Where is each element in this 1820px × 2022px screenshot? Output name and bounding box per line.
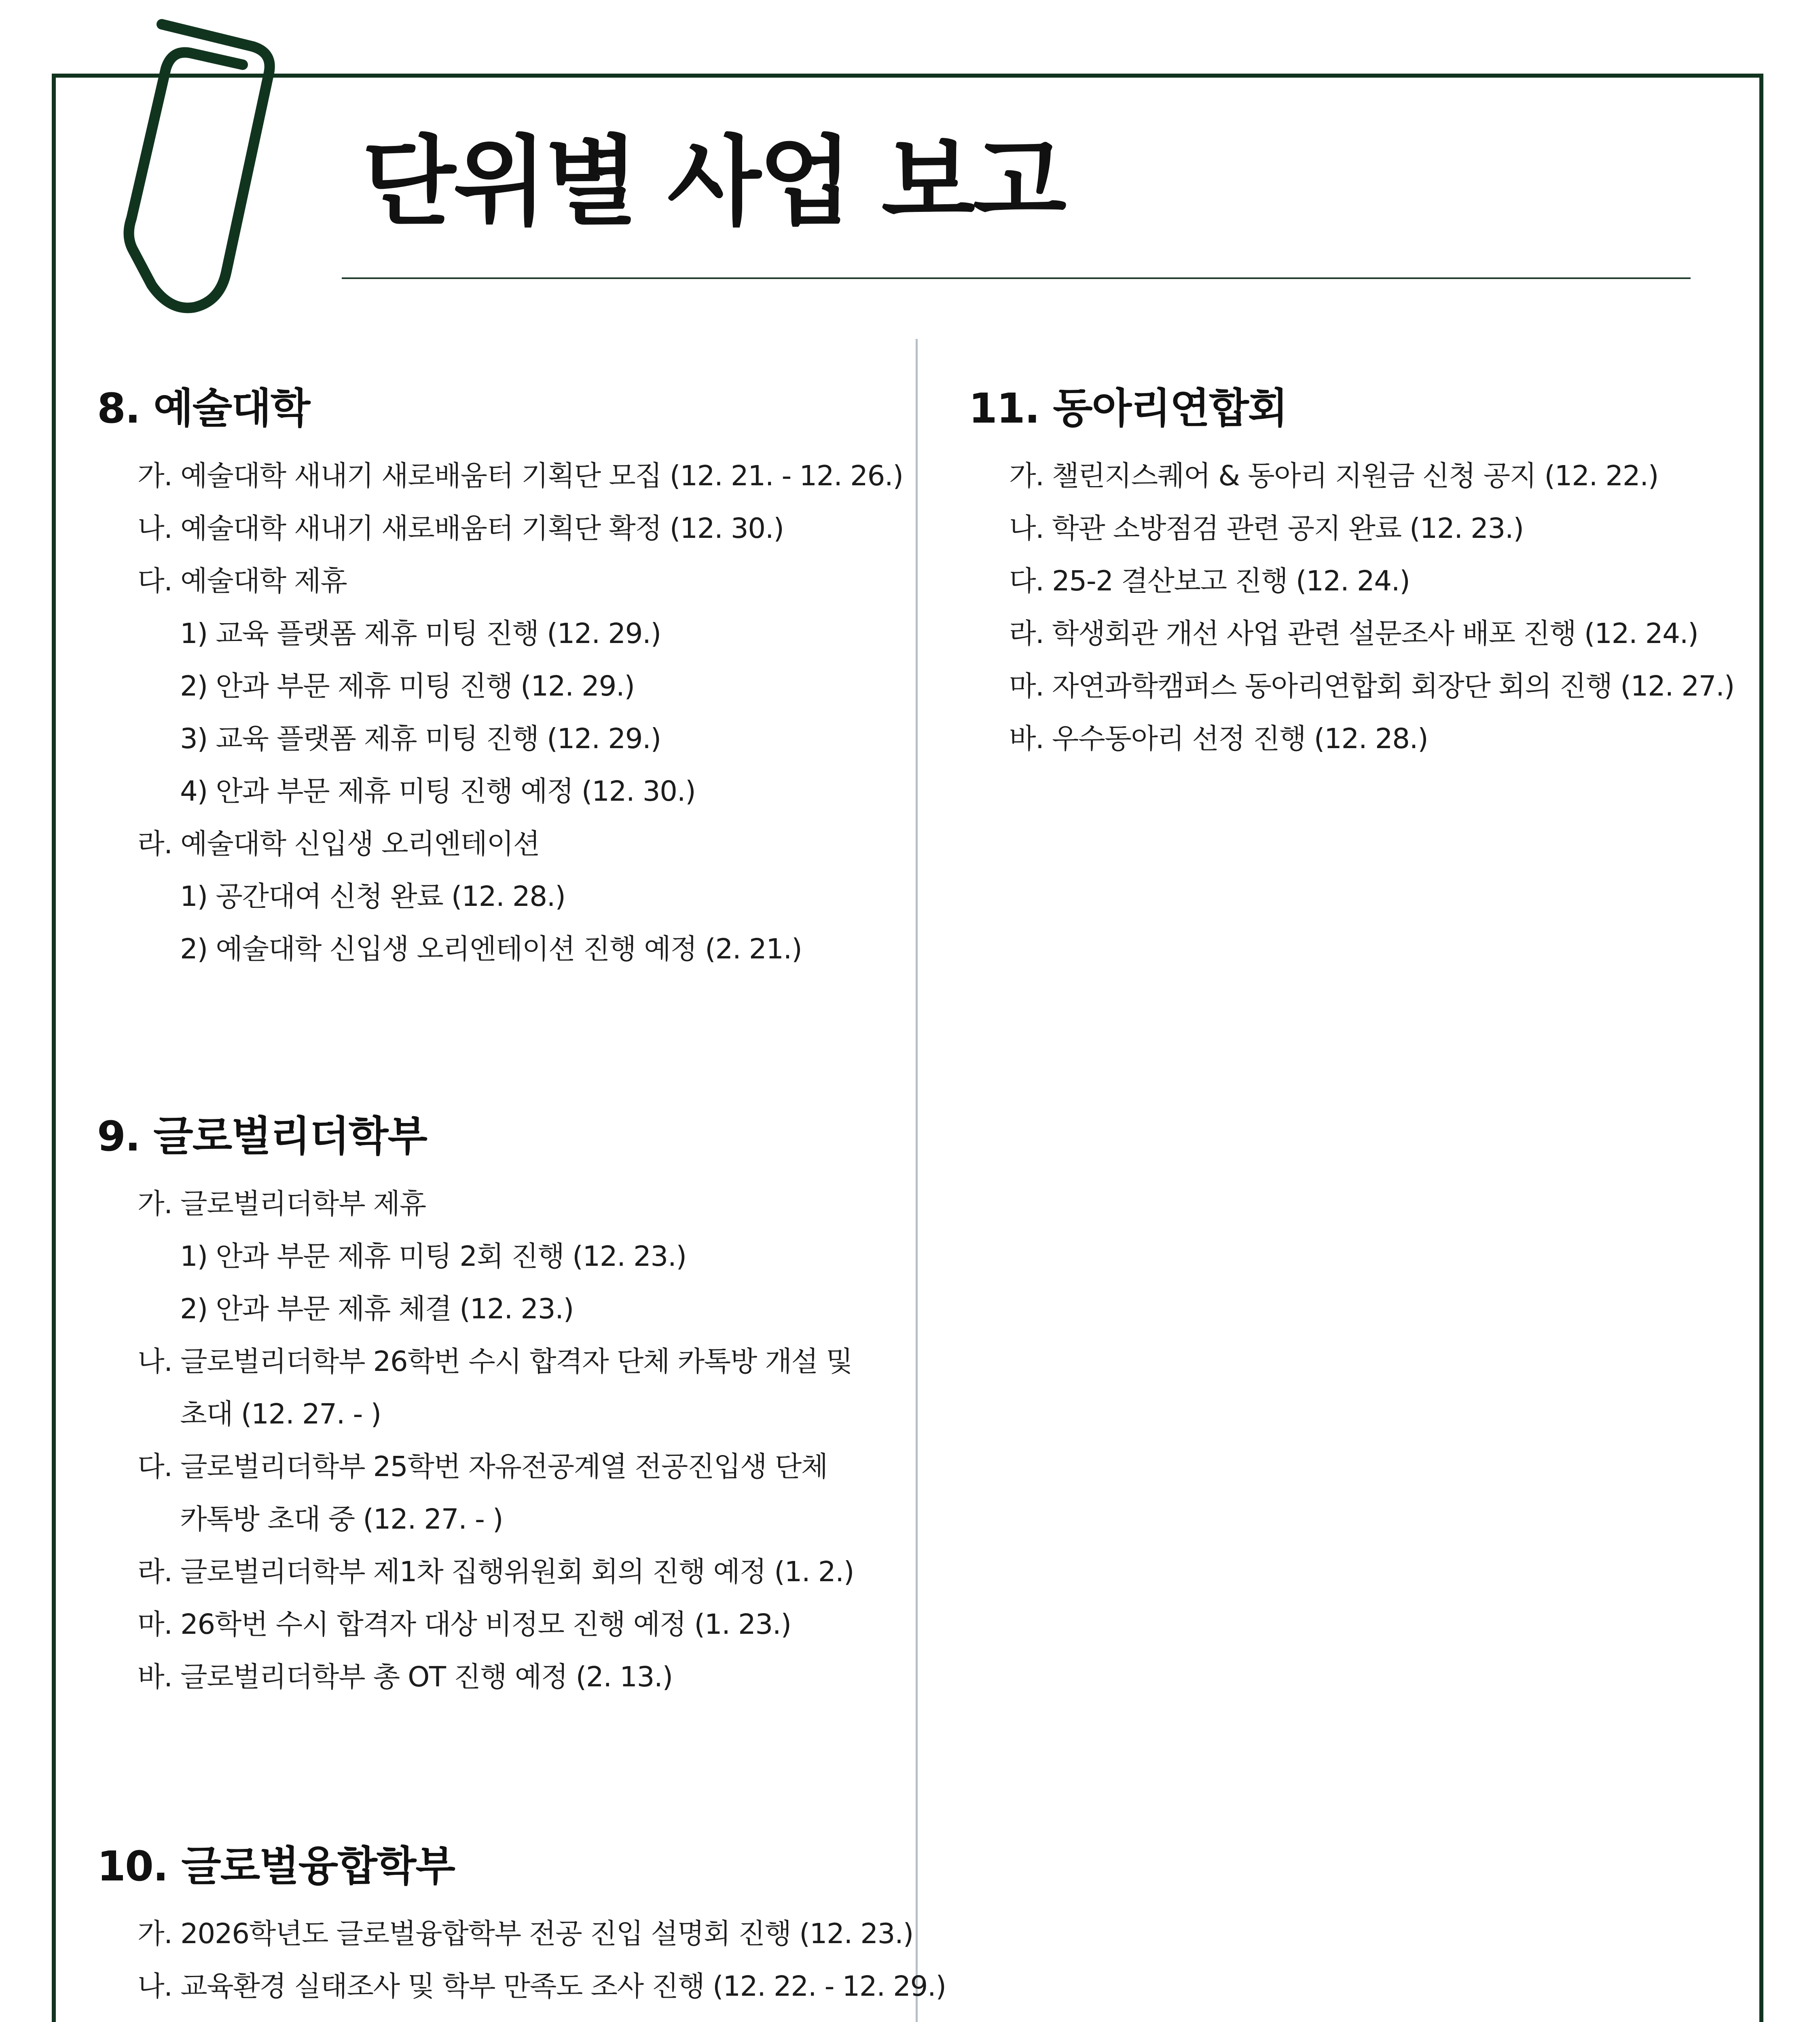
list-subitem: 2) 안과 부문 제휴 체결 (12. 23.) [180,1293,574,1325]
list-item: 다. 예술대학 제휴 [138,565,347,597]
list-item-continuation: 카톡방 초대 중 (12. 27. - ) [180,1503,503,1536]
list-item: 라. 학생회관 개선 사업 관련 설문조사 배포 진행 (12. 24.) [1009,618,1698,650]
list-item: 바. 글로벌리더학부 총 OT 진행 예정 (2. 13.) [138,1661,673,1693]
section-global-convergence [97,1842,946,2022]
column-divider [916,339,918,2022]
section-heading: 8. 예술대학 [97,385,310,433]
section-heading: 9. 글로벌리더학부 [97,1113,427,1161]
section-art-college [97,385,903,975]
list-subitem: 1) 공간대여 신청 완료 (12. 28.) [180,880,565,913]
section-global-leader [97,1113,854,1703]
list-item: 가. 2026학년도 글로벌융합학부 전공 진입 설명회 진행 (12. 23.) [138,1918,913,1950]
list-item: 나. 학관 소방점검 관련 공지 완료 (12. 23.) [1009,512,1524,545]
list-item: 나. 글로벌리더학부 26학번 수시 합격자 단체 카톡방 개설 및 [138,1345,853,1378]
list-item: 나. 교육환경 실태조사 및 학부 만족도 조사 진행 (12. 22. - 12. 29.) [138,1970,946,2003]
section-club-union [969,385,1735,765]
list-item: 가. 글로벌리더학부 제휴 [138,1188,426,1220]
section-heading: 11. 동아리연합회 [969,385,1287,433]
item-list [97,450,903,975]
list-subitem: 1) 교육 플랫폼 제휴 미팅 진행 (12. 29.) [180,618,661,650]
list-item: 가. 예술대학 새내기 새로배움터 기획단 모집 (12. 21. - 12. 26.) [138,460,903,492]
list-item: 다. 글로벌리더학부 25학번 자유전공계열 전공진입생 단체 [138,1451,827,1483]
list-subitem: 1) 안과 부문 제휴 미팅 2회 진행 (12. 23.) [180,1240,686,1273]
item-list [97,1908,946,2022]
list-item: 라. 예술대학 신입생 오리엔테이션 [138,828,540,860]
list-subitem: 2) 예술대학 신입생 오리엔테이션 진행 예정 (2. 21.) [180,933,802,965]
list-item: 마. 자연과학캠퍼스 동아리연합회 회장단 회의 진행 (12. 27.) [1009,670,1735,702]
section-heading: 10. 글로벌융합학부 [97,1842,455,1891]
page-title: 단위별 사업 보고 [362,125,1064,239]
paperclip-icon [109,8,287,332]
item-list [97,1178,854,1703]
item-list [969,450,1734,765]
list-item: 다. 25-2 결산보고 진행 (12. 24.) [1009,565,1410,597]
list-item: 마. 26학번 수시 합격자 대상 비정모 진행 예정 (1. 23.) [138,1608,791,1641]
list-item [97,2013,946,2022]
list-item-continuation: 초대 (12. 27. - ) [180,1398,381,1430]
list-subitem: 3) 교육 플랫폼 제휴 미팅 진행 (12. 29.) [180,723,661,755]
list-item: 라. 글로벌리더학부 제1차 집행위원회 회의 진행 예정 (1. 2.) [138,1556,854,1588]
list-item: 바. 우수동아리 선정 진행 (12. 28.) [1009,723,1428,755]
title-divider [342,277,1691,279]
page-frame [52,74,1763,2022]
list-item: 가. 챌린지스퀘어 & 동아리 지원금 신청 공지 (12. 22.) [1009,460,1659,492]
list-subitem: 4) 안과 부문 제휴 미팅 진행 예정 (12. 30.) [180,775,696,808]
list-subitem: 2) 안과 부문 제휴 미팅 진행 (12. 29.) [180,670,635,702]
list-item: 나. 예술대학 새내기 새로배움터 기획단 확정 (12. 30.) [138,512,784,545]
